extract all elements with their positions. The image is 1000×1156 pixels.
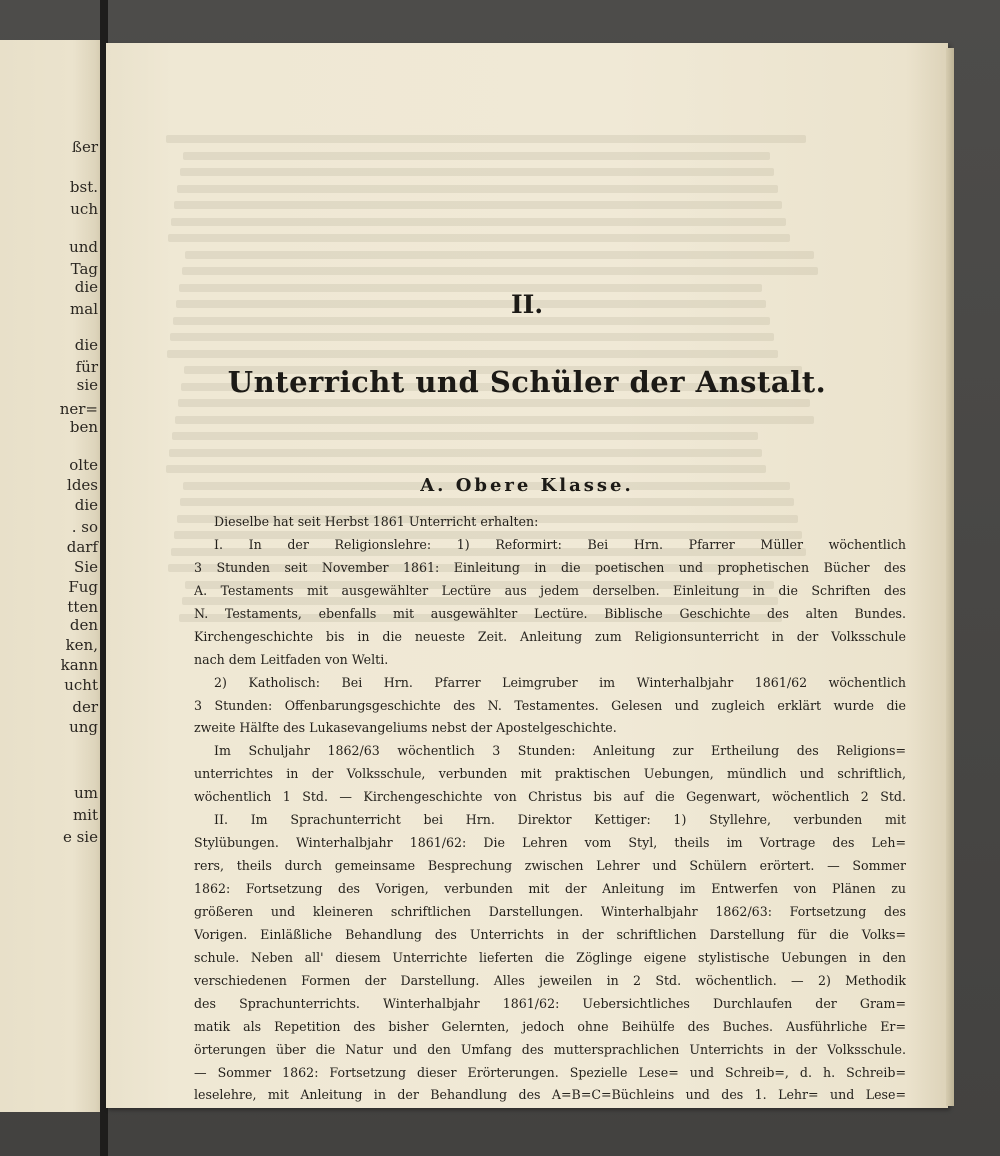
left-page-fragment: die	[74, 496, 98, 514]
text-line: Im Schuljahr 1862/63 wöchentlich 3 Stunden: Anleitung zur Ertheilung des Religions=	[214, 743, 906, 759]
text-line: Kirchengeschichte bis in die neueste Zeit. Anleitung zum Religionsunterricht in der Volksschule	[194, 628, 906, 644]
part-title: Unterricht und Schüler der Anstalt.	[227, 365, 827, 399]
bleed-line	[175, 416, 814, 424]
left-page-fragment: bst.	[69, 178, 98, 196]
text-line: I. In der Religionslehre: 1) Reformirt: Bei Hrn. Pfarrer Müller wöchentlich	[214, 536, 906, 552]
left-page-fragment: e sie	[62, 828, 98, 846]
text-line: Stylübungen. Winterhalbjahr 1861/62: Die Lehren vom Styl, theils im Vortrage des Leh=	[194, 835, 906, 851]
text-line: 1862: Fortsetzung des Vorigen, verbunden mit der Anleitung im Entwerfen von Plänen zu	[194, 881, 906, 896]
left-page-fragment: ßer	[71, 138, 98, 156]
left-page-fragment: die	[74, 336, 98, 354]
bleed-line	[166, 135, 806, 143]
left-page-fragment: uch	[70, 200, 98, 218]
text-line: A. Testaments mit ausgewählter Lectüre aus jedem derselben. Einleitung in die Schriften des	[194, 582, 906, 598]
previous-page-strip	[0, 40, 104, 1112]
bleed-line	[178, 399, 810, 407]
bleed-line	[177, 185, 778, 193]
left-page-fragment: sie	[76, 376, 98, 394]
left-page-fragment: ken,	[65, 636, 98, 654]
text-line: Dieselbe hat seit Herbst 1861 Unterricht erhalten:	[214, 514, 539, 529]
section-title: A. Obere Klasse.	[420, 475, 634, 496]
left-page-fragment: kann	[60, 656, 98, 674]
bleed-line	[171, 218, 786, 226]
left-page-fragment: olte	[69, 456, 98, 474]
text-line: Vorigen. Einläßliche Behandlung des Unterrichts in der schriftlichen Darstellung für die Volks=	[194, 926, 906, 942]
text-line: schule. Neben all' diesem Unterrichte lieferten die Zöglinge eigene stylistische Uebungen in den	[194, 949, 906, 965]
left-page-fragment: und	[69, 238, 98, 256]
left-page-fragment: mit	[72, 806, 98, 824]
bleed-line	[182, 267, 818, 275]
left-page-fragment: die	[74, 278, 98, 296]
page-edge	[946, 48, 954, 1106]
left-page-fragment: . so	[71, 518, 98, 536]
text-line: unterrichtes in der Volksschule, verbunden mit praktischen Uebungen, mündlich und schriftlich,	[194, 766, 906, 782]
left-page-fragment: für	[75, 358, 98, 376]
bleed-line	[172, 432, 758, 440]
left-page-fragment: mal	[70, 300, 98, 318]
text-line: größeren und kleineren schriftlichen Darstellungen. Winterhalbjahr 1862/63: Fortsetzung des	[194, 903, 906, 919]
left-page-fragment: ucht	[64, 676, 98, 694]
left-page-fragment: ben	[69, 418, 98, 436]
text-line: nach dem Leitfaden von Welti.	[194, 651, 389, 667]
bleed-line	[180, 168, 774, 176]
left-page-fragment: tten	[67, 598, 98, 616]
text-line: 2) Katholisch: Bei Hrn. Pfarrer Leimgruber im Winterhalbjahr 1861/62 wöchentlich	[214, 674, 906, 690]
bleed-line	[166, 465, 766, 473]
left-page-fragment: ner=	[59, 400, 98, 418]
book-page	[106, 43, 948, 1108]
left-page-fragment: Tag	[70, 260, 98, 278]
text-line: N. Testaments, ebenfalls mit ausgewählter Lectüre. Biblische Geschichte des alten Bundes.	[194, 605, 906, 621]
text-line: wöchentlich 1 Std. — Kirchengeschichte von Christus bis auf die Gegenwart, wöchentlich 2 Std.	[194, 789, 906, 805]
text-line: matik als Repetition des bisher Gelernten, jedoch ohne Beihülfe des Buches. Ausführliche Er=	[194, 1018, 906, 1034]
bleed-line	[174, 201, 782, 209]
text-line: II. Im Sprachunterricht bei Hrn. Direktor Kettiger: 1) Styllehre, verbunden mit	[214, 812, 906, 828]
bleed-line	[169, 449, 762, 457]
bleed-line	[180, 498, 794, 506]
bleed-line	[167, 350, 778, 358]
text-line: 3 Stunden: Offenbarungsgeschichte des N. Testamentes. Gelesen und zugleich erklärt wurde die	[194, 697, 906, 713]
left-page-fragment: den	[69, 616, 98, 634]
bleed-line	[170, 333, 774, 341]
left-page-fragment: der	[72, 698, 98, 716]
left-page-fragment: ldes	[67, 476, 98, 494]
bleed-line	[183, 152, 770, 160]
text-line: leselehre, mit Anleitung in der Behandlung des A=B=C=Büchleins und des 1. Lehr= und Lese=	[194, 1087, 906, 1103]
left-page-fragment: ung	[69, 718, 98, 736]
part-number: II.	[510, 290, 544, 319]
left-page-fragment: darf	[66, 538, 98, 556]
text-line: 3 Stunden seit November 1861: Einleitung in die poetischen und prophetischen Bücher des	[194, 559, 906, 575]
text-line: zweite Hälfte des Lukasevangeliums nebst der Apostelgeschichte.	[194, 720, 617, 736]
left-page-fragment: Fug	[68, 578, 98, 596]
body-text	[194, 511, 906, 1107]
text-line: örterungen über die Natur und den Umfang des muttersprachlichen Unterrichts in der Volksschule.	[194, 1041, 906, 1057]
text-line: — Sommer 1862: Fortsetzung dieser Erörterungen. Spezielle Lese= und Schreib=, d. h. Schreib=	[194, 1064, 906, 1080]
bleed-line	[185, 251, 814, 259]
left-page-fragment: um	[74, 784, 98, 802]
bleed-line	[168, 234, 790, 242]
text-line: des Sprachunterrichts. Winterhalbjahr 1861/62: Uebersichtliches Durchlaufen der Gram=	[194, 995, 906, 1011]
text-line: rers, theils durch gemeinsame Besprechung zwischen Lehrer und Schülern erörtert. — Sommer	[194, 858, 906, 874]
left-page-fragment: Sie	[74, 558, 98, 576]
text-line: verschiedenen Formen der Darstellung. Alles jeweilen in 2 Std. wöchentlich. — 2) Methodik	[194, 972, 906, 988]
